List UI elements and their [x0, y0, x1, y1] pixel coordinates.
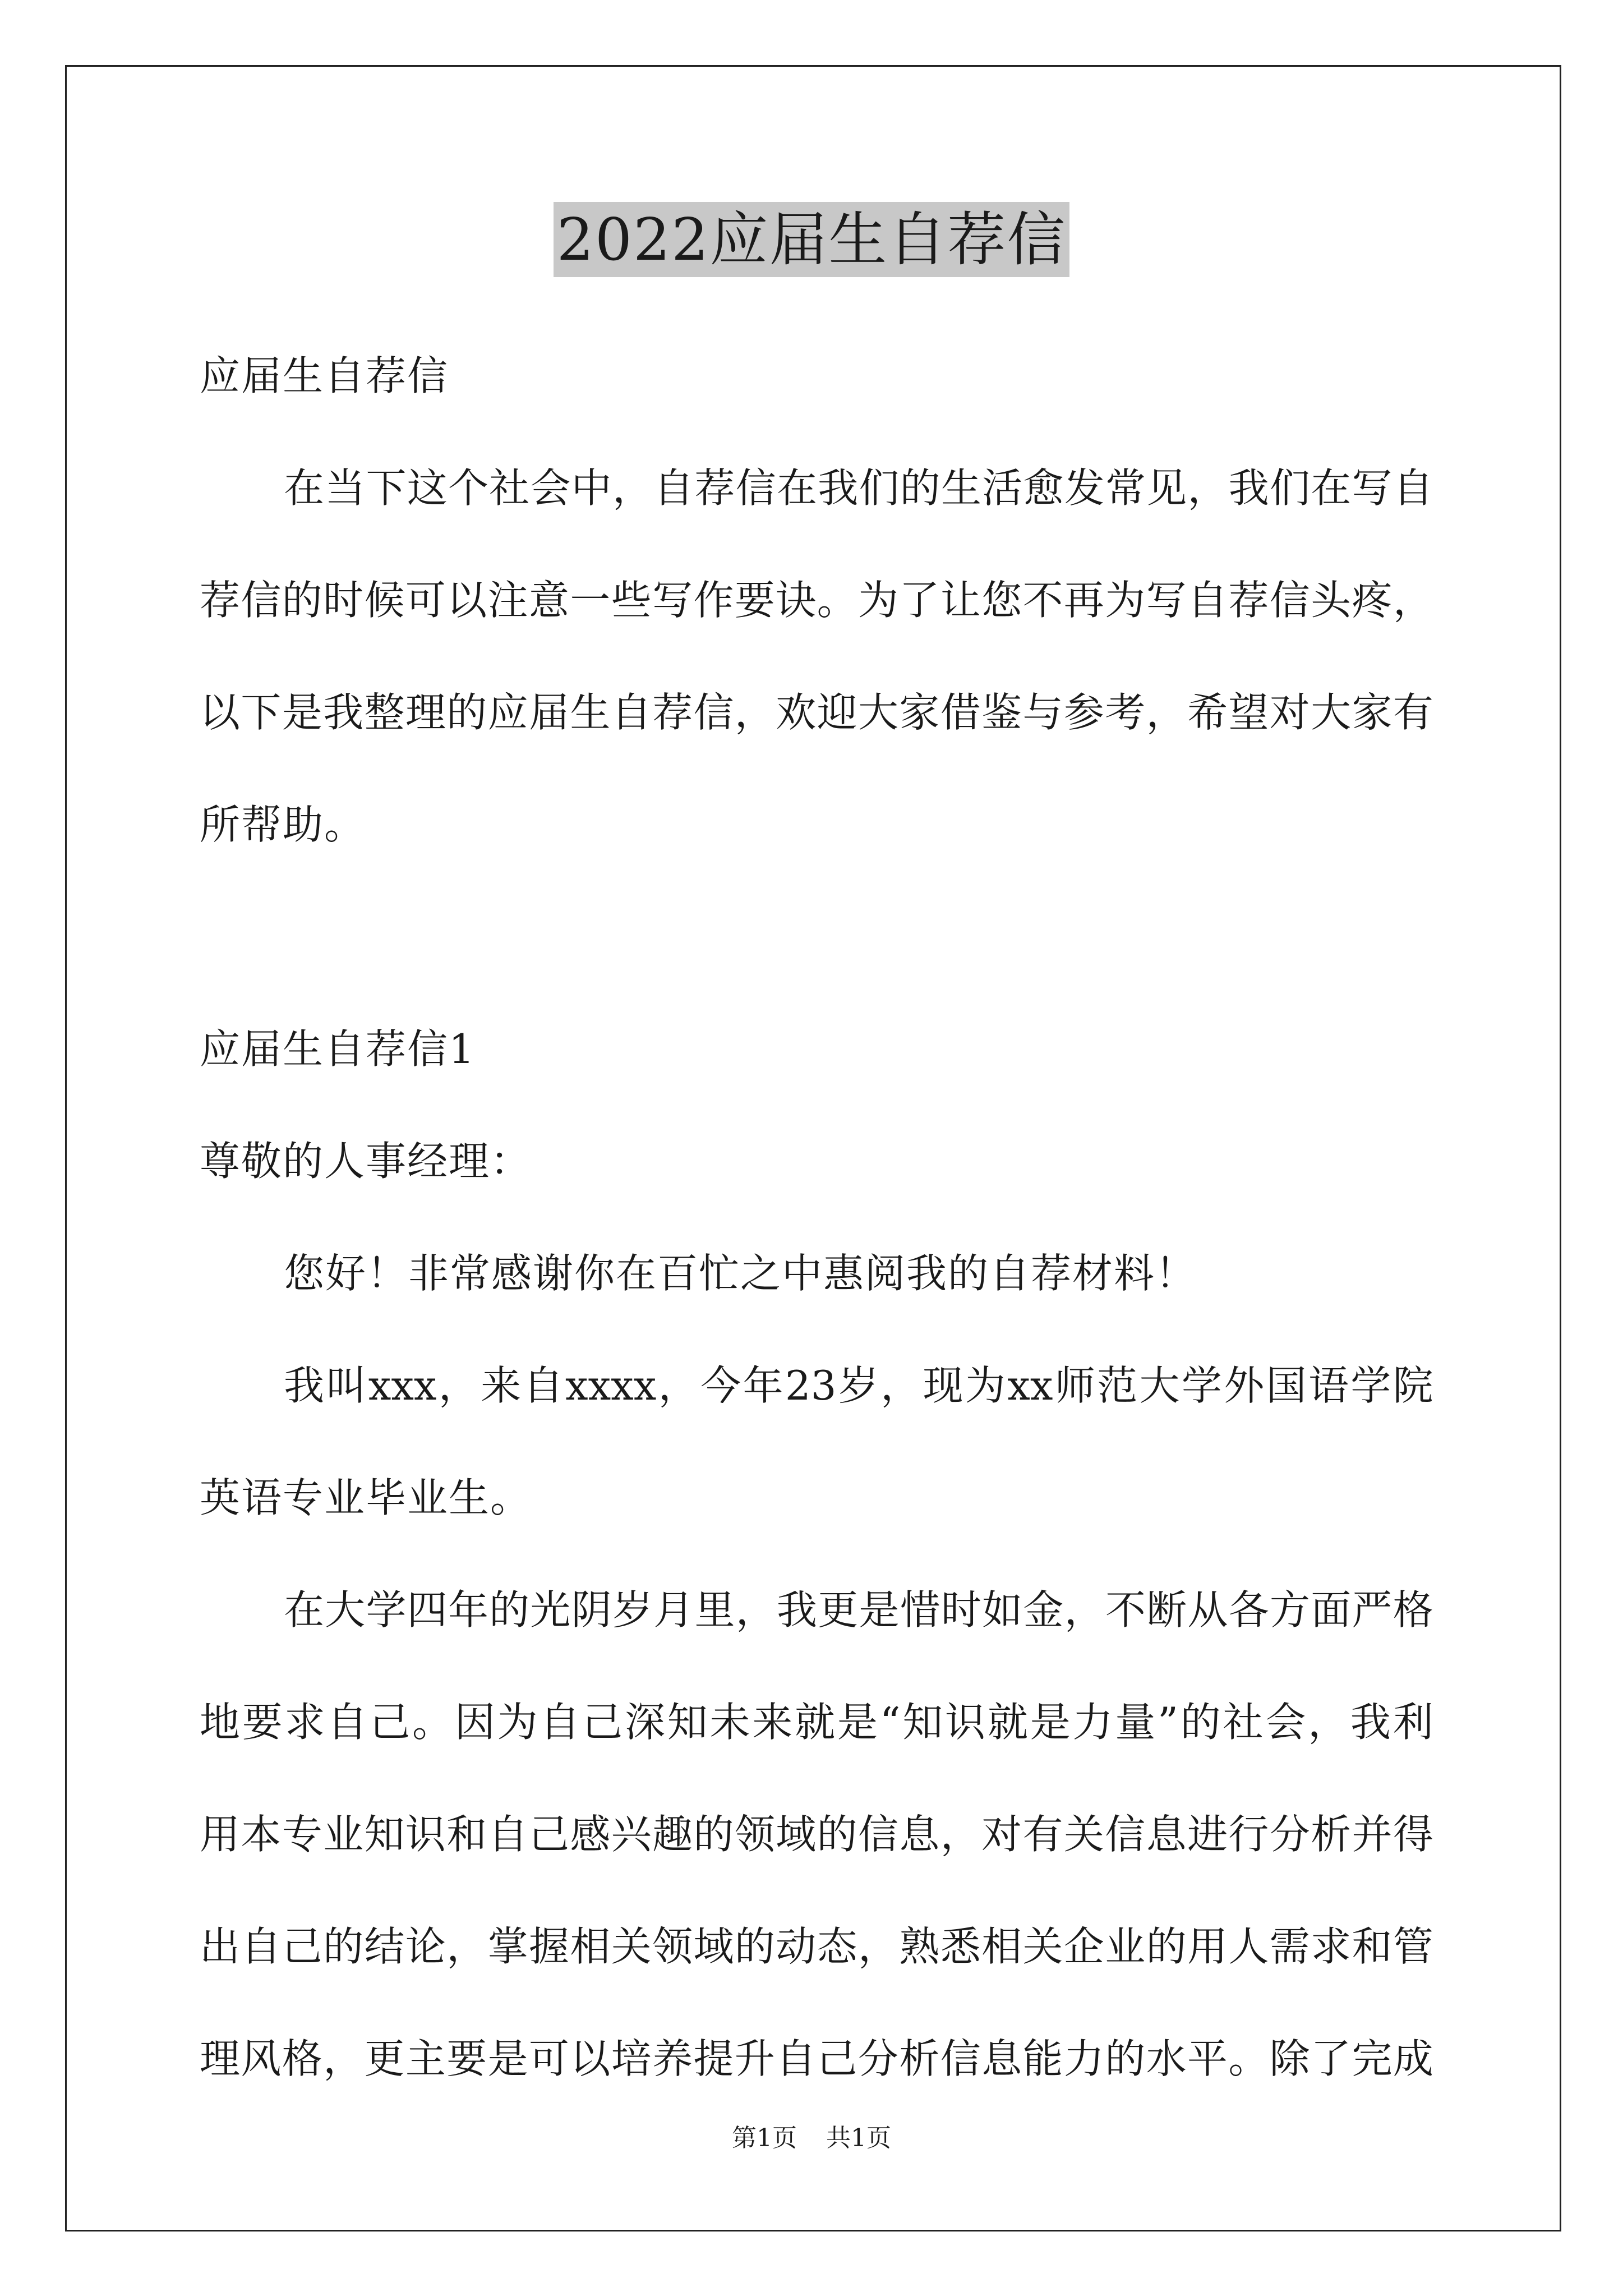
text-glyph: 社 — [489, 464, 530, 512]
text-glyph: 完 — [1352, 2035, 1393, 2082]
text-glyph: 常 — [1105, 464, 1146, 512]
text-glyph: 国 — [1266, 1362, 1307, 1409]
text-glyph: 养 — [652, 2035, 693, 2082]
text-glyph: 知 — [364, 1811, 405, 1858]
para2-line — [200, 1666, 1433, 1778]
text-glyph: 断 — [1146, 1586, 1187, 1634]
text-glyph: 家 — [899, 689, 940, 736]
text-glyph: 息 — [1146, 1811, 1187, 1858]
text-glyph: 息 — [899, 1811, 940, 1858]
text-glyph: ， — [735, 1586, 776, 1634]
text-glyph: 培 — [611, 2035, 652, 2082]
text-glyph: 未 — [709, 1699, 750, 1746]
text-glyph: 关 — [1022, 1923, 1063, 1970]
text-glyph: 论 — [405, 1923, 446, 1970]
text-glyph: 时 — [941, 1586, 982, 1634]
text-glyph: 我 — [818, 464, 859, 512]
text-glyph: 信 — [1269, 577, 1310, 624]
text-glyph: 的 — [446, 689, 487, 736]
text-glyph: 会 — [1265, 1699, 1306, 1746]
text-glyph: 息 — [981, 2035, 1022, 2082]
text-glyph: 平 — [1187, 2035, 1228, 2082]
text-glyph: 专 — [282, 1811, 322, 1858]
intro-line — [200, 432, 1433, 544]
text-glyph: 为 — [965, 1362, 1006, 1409]
text-glyph: ， — [734, 689, 775, 736]
text-glyph: 望 — [1228, 689, 1269, 736]
text-glyph: 掌 — [487, 1923, 528, 1970]
text-glyph: ， — [880, 1362, 921, 1409]
text-glyph: 进 — [1187, 1811, 1228, 1858]
text-glyph: 我 — [1228, 464, 1269, 512]
text-glyph: 。 — [1228, 2035, 1269, 2082]
text-glyph: 家 — [1352, 689, 1393, 736]
text-glyph: 自 — [487, 1811, 528, 1858]
text-glyph: 方 — [1270, 1586, 1311, 1634]
text-glyph: 是 — [282, 689, 322, 736]
section-title: 应届生自荐信1 — [200, 1025, 476, 1073]
text-glyph: 叫 — [326, 1362, 367, 1409]
text-glyph: ， — [658, 1362, 699, 1409]
text-glyph: 在 — [284, 1586, 325, 1634]
para2-line — [200, 2003, 1433, 2115]
text-glyph: 面 — [1311, 1586, 1352, 1634]
text-glyph: 有 — [1393, 689, 1433, 736]
text-glyph: 来 — [752, 1699, 793, 1746]
text-glyph: 域 — [776, 1811, 817, 1858]
text-glyph: 生 — [941, 464, 982, 512]
text-glyph: ， — [1146, 689, 1187, 736]
text-glyph: 您 — [981, 577, 1022, 624]
title-block — [0, 202, 1623, 277]
text-glyph: 届 — [529, 689, 570, 736]
text-glyph: 些 — [611, 577, 652, 624]
text-glyph: 在 — [1311, 464, 1352, 512]
text-glyph: 得 — [1393, 1811, 1433, 1858]
text-glyph: 大 — [858, 689, 899, 736]
text-glyph: 自 — [776, 2035, 817, 2082]
subtitle: 应届生自荐信 — [200, 352, 449, 399]
text-glyph: 是 — [837, 1699, 878, 1746]
text-glyph: 以 — [446, 577, 487, 624]
text-glyph: 们 — [859, 464, 900, 512]
text-glyph: 除 — [1269, 2035, 1310, 2082]
text-glyph: 再 — [1063, 577, 1104, 624]
text-glyph: 分 — [1269, 1811, 1310, 1858]
text-glyph: 下 — [241, 689, 282, 736]
text-glyph: 中 — [571, 464, 612, 512]
text-glyph: 了 — [899, 577, 940, 624]
text-glyph: 更 — [818, 1586, 859, 1634]
para2-line — [200, 1554, 1433, 1666]
text-glyph: 严 — [1352, 1586, 1393, 1634]
text-glyph: 岁 — [612, 1586, 653, 1634]
text-glyph: 业 — [1105, 1923, 1146, 1970]
text-glyph: 我 — [1350, 1699, 1391, 1746]
text-glyph: 写 — [1352, 464, 1393, 512]
text-glyph: 以 — [570, 2035, 611, 2082]
text-glyph: 的 — [1180, 1699, 1221, 1746]
text-glyph: 。 — [817, 577, 857, 624]
text-glyph: 在 — [284, 464, 325, 512]
text-glyph: ， — [1187, 464, 1228, 512]
text-glyph: 相 — [981, 1923, 1022, 1970]
text-glyph: “ — [879, 1699, 901, 1746]
text-glyph: 自 — [1393, 464, 1433, 512]
text-glyph: 风 — [241, 2035, 282, 2082]
text-glyph: 可 — [529, 2035, 570, 2082]
text-glyph: 理 — [200, 2035, 241, 2082]
text-glyph: 自 — [653, 464, 694, 512]
para2-line — [200, 1890, 1433, 2003]
text-glyph: 业 — [323, 1811, 364, 1858]
text-glyph: 的 — [323, 1923, 364, 1970]
text-glyph: 的 — [693, 1811, 734, 1858]
text-glyph: 在 — [777, 464, 818, 512]
salutation: 尊敬的人事经理： — [200, 1138, 532, 1185]
text-glyph: ， — [940, 1811, 981, 1858]
text-glyph: 会 — [530, 464, 571, 512]
text-glyph: xxxx — [565, 1362, 657, 1409]
text-glyph: ， — [1393, 577, 1433, 624]
text-glyph: 意 — [529, 577, 570, 624]
text-glyph: 就 — [987, 1699, 1028, 1746]
text-glyph: 析 — [1311, 1811, 1352, 1858]
text-glyph: 本 — [241, 1811, 282, 1858]
text-glyph: 学 — [1181, 1362, 1222, 1409]
text-glyph: 活 — [982, 464, 1023, 512]
paragraph-gap — [200, 881, 1433, 993]
para1-line: 英语专业毕业生。 — [200, 1474, 532, 1521]
text-glyph: 趣 — [652, 1811, 693, 1858]
text-glyph: 光 — [530, 1586, 571, 1634]
text-glyph: 四 — [407, 1586, 448, 1634]
text-glyph: 并 — [1352, 1811, 1393, 1858]
text-glyph: ， — [1064, 1586, 1105, 1634]
text-glyph: 地 — [200, 1699, 241, 1746]
text-glyph: 己 — [282, 1923, 322, 1970]
text-glyph: 和 — [1352, 1923, 1393, 1970]
text-glyph: 自 — [1187, 577, 1228, 624]
text-glyph: 鉴 — [981, 689, 1022, 736]
text-glyph: 的 — [1105, 2035, 1146, 2082]
text-glyph: 识 — [405, 1811, 446, 1858]
text-glyph: 如 — [982, 1586, 1023, 1634]
text-glyph: 格 — [282, 2035, 322, 2082]
text-glyph: 更 — [364, 2035, 405, 2082]
text-glyph: 了 — [1311, 2035, 1352, 2082]
text-glyph: 信 — [241, 577, 282, 624]
text-glyph: 我 — [777, 1586, 818, 1634]
text-glyph: 见 — [1146, 464, 1187, 512]
text-glyph: 提 — [693, 2035, 734, 2082]
text-glyph: 让 — [940, 577, 981, 624]
text-glyph: ， — [612, 464, 653, 512]
text-glyph: 就 — [795, 1699, 836, 1746]
text-glyph: ， — [1308, 1699, 1349, 1746]
text-glyph: 我 — [323, 689, 364, 736]
text-glyph: 下 — [366, 464, 407, 512]
text-glyph: 发 — [1064, 464, 1105, 512]
text-glyph: 己 — [529, 1811, 570, 1858]
text-glyph: xx — [1007, 1362, 1053, 1409]
text-glyph: 悉 — [940, 1923, 981, 1970]
text-glyph: 大 — [1139, 1362, 1180, 1409]
text-glyph: 里 — [694, 1586, 735, 1634]
text-glyph: 是 — [859, 1586, 900, 1634]
text-glyph: 需 — [1269, 1923, 1310, 1970]
text-glyph: 头 — [1311, 577, 1352, 624]
text-glyph: 阴 — [571, 1586, 612, 1634]
text-glyph: ， — [438, 1362, 479, 1409]
text-glyph: 结 — [364, 1923, 405, 1970]
text-glyph: 迎 — [817, 689, 857, 736]
text-glyph: 信 — [940, 2035, 981, 2082]
text-glyph: 一 — [570, 577, 611, 624]
text-glyph: ” — [1158, 1699, 1178, 1746]
text-glyph: 的 — [282, 577, 322, 624]
text-glyph: 不 — [1105, 1586, 1146, 1634]
text-glyph: 疼 — [1352, 577, 1393, 624]
text-glyph: 握 — [529, 1923, 570, 1970]
text-glyph: 注 — [487, 577, 528, 624]
text-glyph: 各 — [1228, 1586, 1269, 1634]
intro-line — [200, 656, 1433, 769]
text-glyph: 我 — [284, 1362, 325, 1409]
text-glyph: 深 — [624, 1699, 665, 1746]
text-glyph: 对 — [1269, 689, 1310, 736]
text-glyph: 量 — [1115, 1699, 1156, 1746]
text-glyph: 。 — [412, 1699, 453, 1746]
text-glyph: 23 — [785, 1362, 837, 1409]
text-glyph: 用 — [200, 1811, 241, 1858]
text-glyph: 信 — [735, 464, 776, 512]
text-glyph: 诀 — [776, 577, 817, 624]
text-glyph: 当 — [325, 464, 366, 512]
text-glyph: 信 — [693, 689, 734, 736]
text-glyph: 年 — [448, 1586, 489, 1634]
text-glyph: 社 — [1223, 1699, 1264, 1746]
text-glyph: 时 — [323, 577, 364, 624]
text-glyph: 外 — [1224, 1362, 1265, 1409]
text-glyph: 大 — [1311, 689, 1352, 736]
text-glyph: 理 — [405, 689, 446, 736]
text-glyph: 领 — [734, 1811, 775, 1858]
text-glyph: 学 — [1350, 1362, 1391, 1409]
text-glyph: 用 — [1187, 1923, 1228, 1970]
text-glyph: 为 — [1105, 577, 1146, 624]
text-glyph: 态 — [817, 1923, 857, 1970]
text-glyph: 荐 — [200, 577, 241, 624]
text-glyph: 这 — [407, 464, 448, 512]
text-glyph: 知 — [667, 1699, 708, 1746]
page-total: 共1页 — [826, 2124, 891, 2152]
para1-line — [200, 1329, 1433, 1442]
text-glyph: 求 — [284, 1699, 325, 1746]
text-glyph: 的 — [817, 1811, 857, 1858]
text-glyph: 的 — [489, 1586, 530, 1634]
text-glyph: 求 — [1311, 1923, 1352, 1970]
text-glyph: 以 — [200, 689, 241, 736]
text-glyph: 候 — [364, 577, 405, 624]
text-glyph: 应 — [487, 689, 528, 736]
document-body — [200, 320, 1433, 2115]
text-glyph: 金 — [1023, 1586, 1064, 1634]
text-glyph: 己 — [817, 2035, 857, 2082]
text-glyph: 写 — [1146, 577, 1187, 624]
text-glyph: 管 — [1393, 1923, 1433, 1970]
text-glyph: 析 — [899, 2035, 940, 2082]
text-glyph: 知 — [902, 1699, 943, 1746]
text-glyph: 们 — [1270, 464, 1311, 512]
text-glyph: 整 — [364, 689, 405, 736]
text-glyph: 岁 — [838, 1362, 879, 1409]
text-glyph: 学 — [366, 1586, 407, 1634]
text-glyph: 自 — [327, 1699, 368, 1746]
text-glyph: 信 — [1105, 1811, 1146, 1858]
text-glyph: 荐 — [694, 464, 735, 512]
text-glyph: ， — [858, 1923, 899, 1970]
text-glyph: 年 — [743, 1362, 783, 1409]
text-glyph: 希 — [1187, 689, 1228, 736]
text-glyph: 兴 — [611, 1811, 652, 1858]
text-glyph: 写 — [652, 577, 693, 624]
text-glyph: 作 — [693, 577, 734, 624]
text-glyph: 月 — [653, 1586, 694, 1634]
text-glyph: 参 — [1063, 689, 1104, 736]
text-glyph: 欢 — [776, 689, 817, 736]
text-glyph: 不 — [1022, 577, 1063, 624]
page-number: 第1页 — [732, 2124, 797, 2152]
document-title: 2022应届生自荐信 — [554, 202, 1070, 277]
text-glyph: 信 — [858, 1811, 899, 1858]
text-glyph: 自 — [540, 1699, 580, 1746]
text-glyph: 为 — [858, 577, 899, 624]
text-glyph: 来 — [481, 1362, 522, 1409]
text-glyph: 荐 — [1228, 577, 1269, 624]
text-glyph: 人 — [1228, 1923, 1269, 1970]
text-glyph: 自 — [611, 689, 652, 736]
text-glyph: 现 — [923, 1362, 963, 1409]
text-glyph: 己 — [582, 1699, 623, 1746]
page-footer — [0, 2122, 1623, 2155]
text-glyph: 能 — [1022, 2035, 1063, 2082]
text-glyph: 力 — [1072, 1699, 1113, 1746]
text-glyph: 惜 — [900, 1586, 940, 1634]
text-glyph: 关 — [611, 1923, 652, 1970]
text-glyph: 自 — [523, 1362, 564, 1409]
text-glyph: 水 — [1146, 2035, 1187, 2082]
text-glyph: 关 — [1063, 1811, 1104, 1858]
text-glyph: 相 — [570, 1923, 611, 1970]
text-glyph: 主 — [405, 2035, 446, 2082]
text-glyph: 领 — [652, 1923, 693, 1970]
text-glyph: 考 — [1105, 689, 1146, 736]
text-glyph: 有 — [1022, 1811, 1063, 1858]
text-glyph: 的 — [734, 1923, 775, 1970]
text-glyph: 熟 — [899, 1923, 940, 1970]
text-glyph: 域 — [693, 1923, 734, 1970]
intro-line — [200, 544, 1433, 656]
text-glyph: 个 — [448, 464, 489, 512]
text-glyph: 大 — [325, 1586, 366, 1634]
text-glyph: 为 — [497, 1699, 538, 1746]
text-glyph: 今 — [700, 1362, 741, 1409]
text-glyph: 己 — [370, 1699, 411, 1746]
text-glyph: 要 — [242, 1699, 283, 1746]
text-glyph: 自 — [241, 1923, 282, 1970]
text-glyph: 可 — [405, 577, 446, 624]
text-glyph: 借 — [940, 689, 981, 736]
text-glyph: 识 — [945, 1699, 986, 1746]
text-glyph: 对 — [981, 1811, 1022, 1858]
text-glyph: 升 — [734, 2035, 775, 2082]
greeting: 您好！非常感谢你在百忙之中惠阅我的自荐材料！ — [284, 1250, 1197, 1297]
text-glyph: 行 — [1228, 1811, 1269, 1858]
text-glyph: 是 — [1030, 1699, 1071, 1746]
text-glyph: 因 — [454, 1699, 495, 1746]
text-glyph: 语 — [1308, 1362, 1349, 1409]
text-glyph: 分 — [858, 2035, 899, 2082]
para2-line — [200, 1778, 1433, 1890]
text-glyph: xxx — [368, 1362, 437, 1409]
text-glyph: 范 — [1097, 1362, 1138, 1409]
text-glyph: 生 — [570, 689, 611, 736]
text-glyph: 与 — [1022, 689, 1063, 736]
text-glyph: 格 — [1393, 1586, 1433, 1634]
text-glyph: 感 — [570, 1811, 611, 1858]
text-glyph: 的 — [900, 464, 940, 512]
text-glyph: 是 — [487, 2035, 528, 2082]
intro-line: 所帮助。 — [200, 801, 366, 848]
text-glyph: 利 — [1393, 1699, 1433, 1746]
text-glyph: 荐 — [652, 689, 693, 736]
text-glyph: 和 — [446, 1811, 487, 1858]
text-glyph: 师 — [1054, 1362, 1095, 1409]
text-glyph: ， — [323, 2035, 364, 2082]
text-glyph: 院 — [1393, 1362, 1433, 1409]
text-glyph: 出 — [200, 1923, 241, 1970]
text-glyph: 要 — [734, 577, 775, 624]
text-glyph: ， — [446, 1923, 487, 1970]
text-glyph: 愈 — [1023, 464, 1064, 512]
text-glyph: 成 — [1393, 2035, 1433, 2082]
text-glyph: 企 — [1063, 1923, 1104, 1970]
text-glyph: 力 — [1063, 2035, 1104, 2082]
text-glyph: 从 — [1187, 1586, 1228, 1634]
text-glyph: 的 — [1146, 1923, 1187, 1970]
text-glyph: 要 — [446, 2035, 487, 2082]
text-glyph: 动 — [776, 1923, 817, 1970]
